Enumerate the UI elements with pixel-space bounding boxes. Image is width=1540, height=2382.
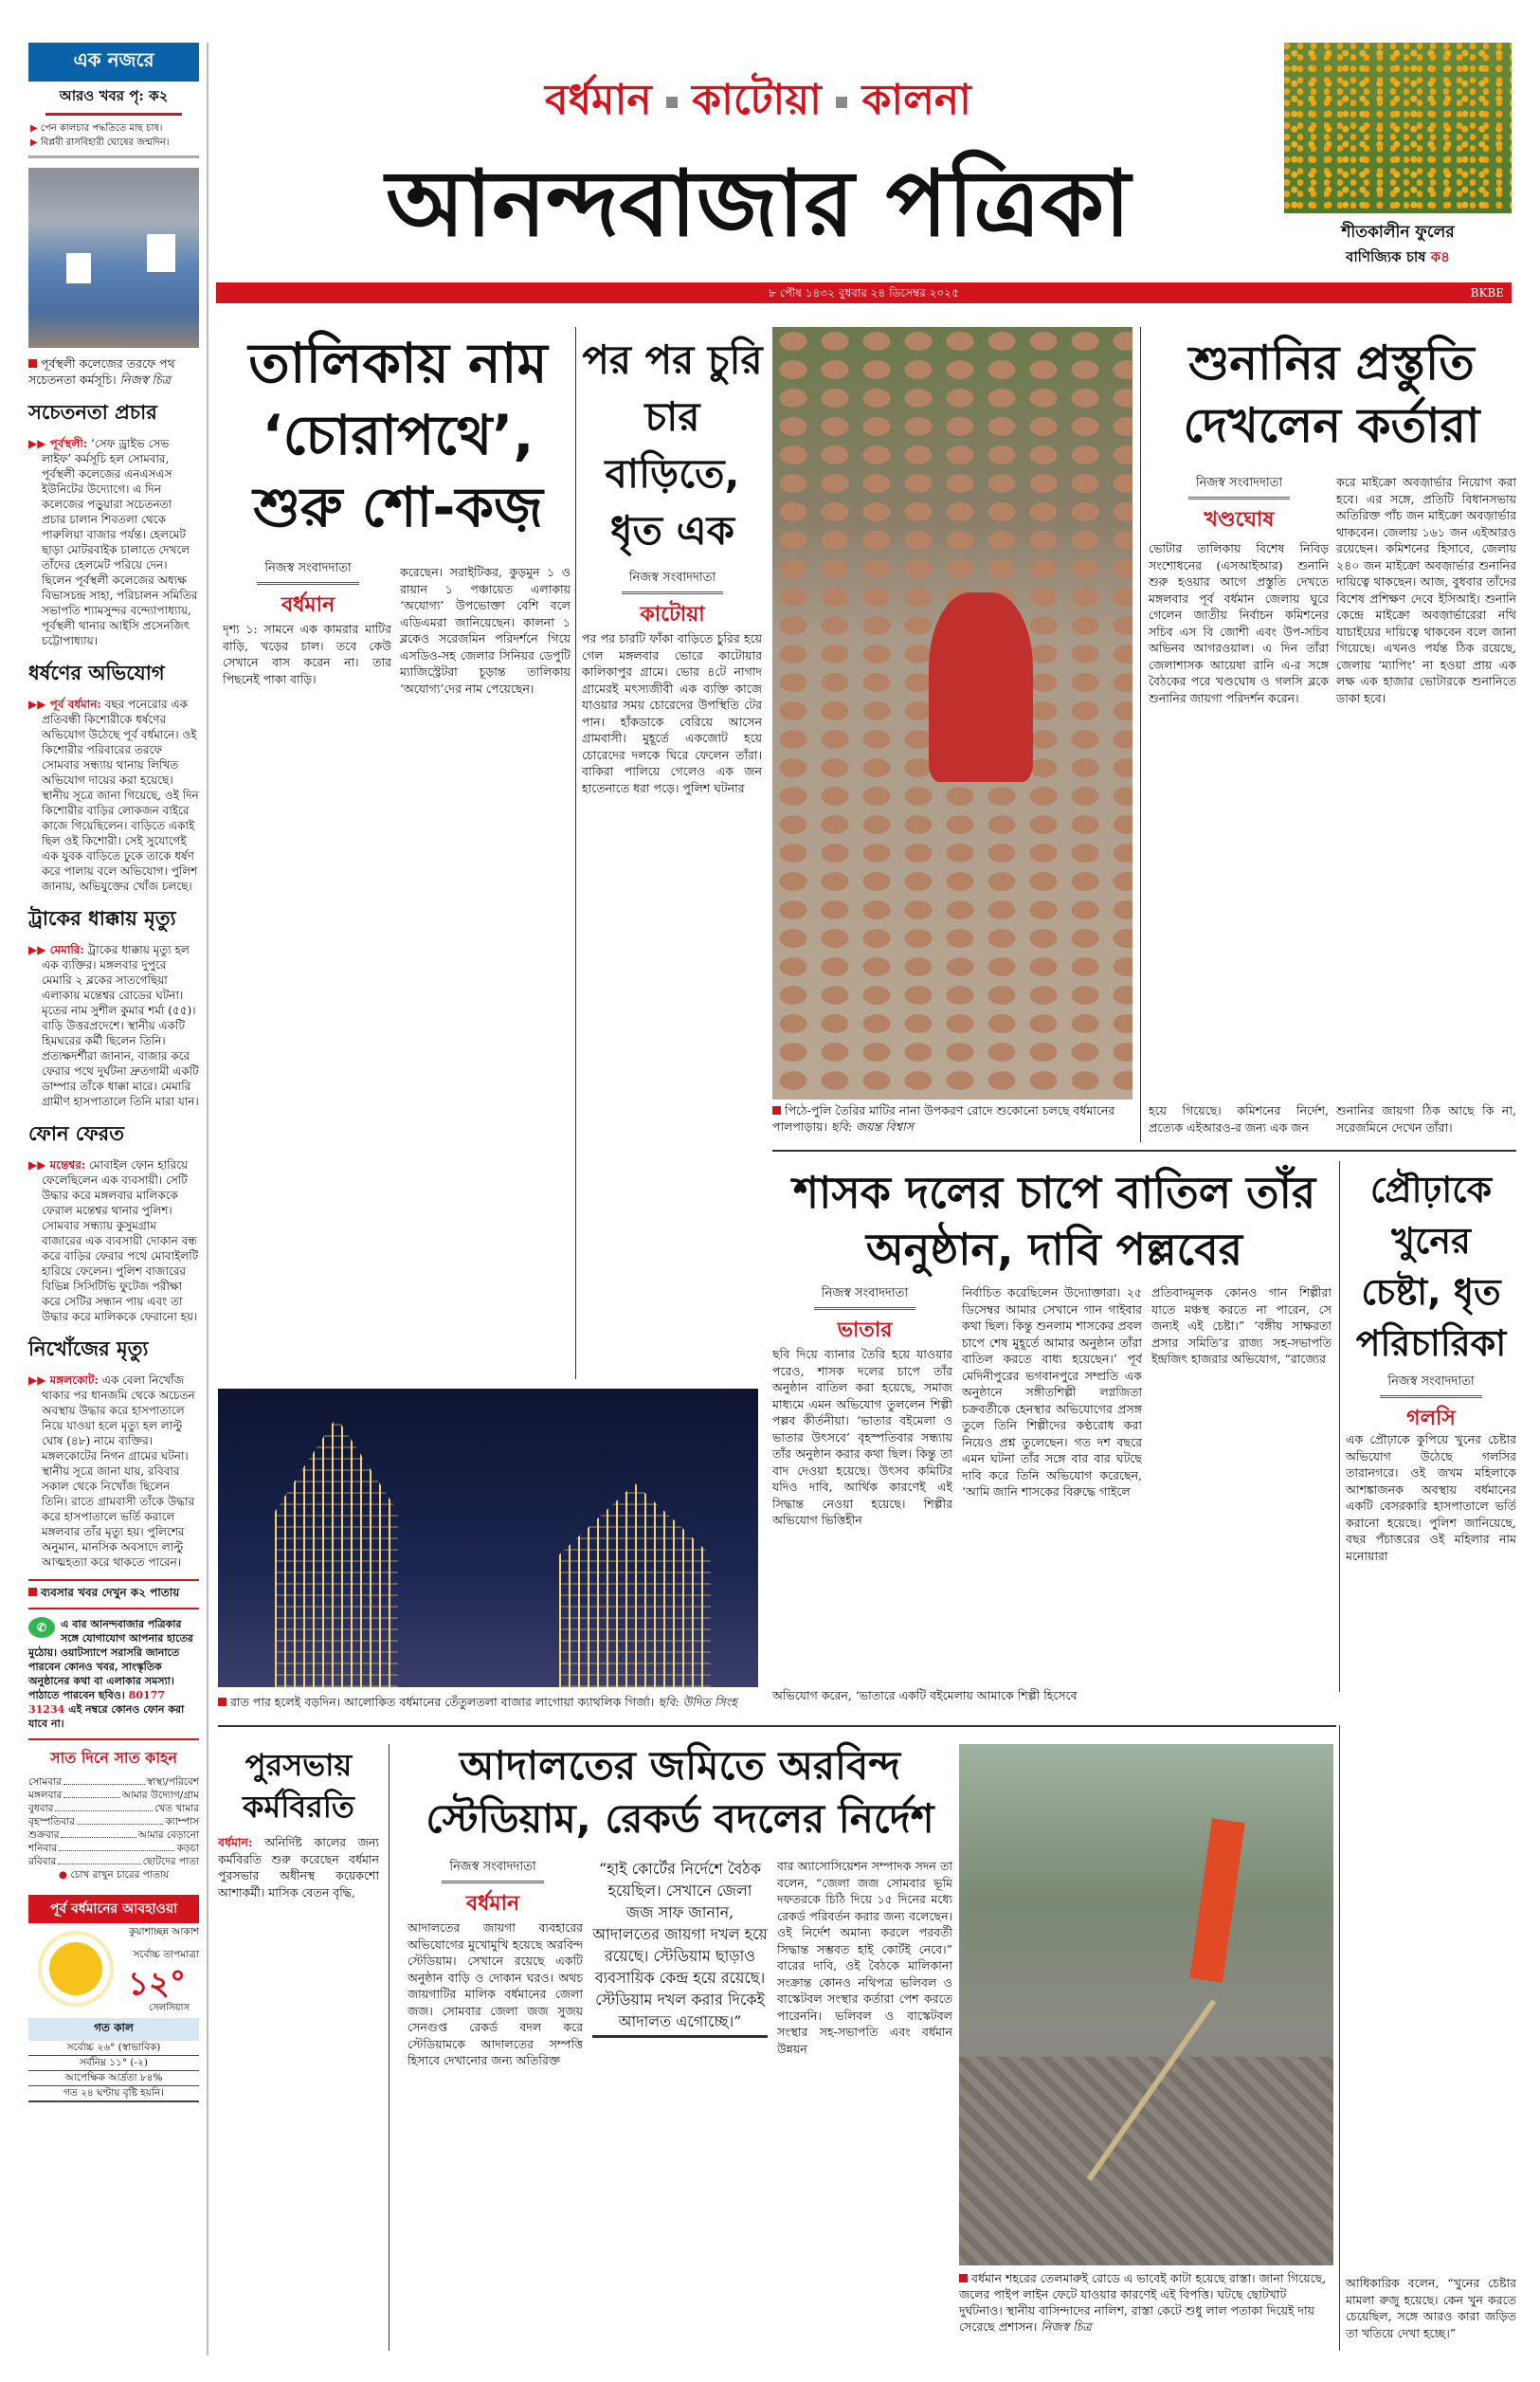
story-body: পর পর চারটি ফাঁকা বাড়িতে চুরির হয়ে গেল মঙ্গলবার ভোরে কাটোয়ার কালিকাপুর গ্রামে। ভোর ৪টে নাগাদ গ্রামেরই মৎস্যজীবী এক ব্যক্তি কাজে যাওয়ার সময় চোরেদের উপস্থিতি টের পান। হাঁকডাকে বেরিয়ে আসেন গ্রামবাসী। মুহূর্তে একজোট হয়ে চোরেদের দলকে ঘিরে ফেলেন তাঁরা। বাকিরা পালিয়ে গেলেও এক জন হাতেনাতে ধরা পড়ে। পুলিশ ঘটনার xyxy=(582,631,762,795)
story-body: এক প্রৌঢ়াকে কুপিয়ে খুনের চেষ্টার অভিযোগ উঠেছে গলসির তারানগরে। ওই জখম মহিলাকে আশঙ্কাজনক অবস্থায় বর্ধমানের একটি বেসরকারি হাসপাতালে ভর্তি করানো হয়েছে। পুলিশ জানিয়েছে, বছর পঁচাত্তরের ওই মহিলার নাম মনোয়ারা xyxy=(1346,1432,1516,1563)
pottery-photo xyxy=(772,327,1132,1100)
index-item[interactable]: ▶ বিপ্লবী রাসবিহারী ঘোষের জন্মদিন। xyxy=(30,137,170,148)
headline-strike-story: পুরসভায় কর্মবিরতি xyxy=(243,1747,354,1825)
weather-box: পূর্ব বর্ধমানের আবহাওয়া কুয়াশাচ্ছন্ন আকাশ সর্বোচ্চ তাপমাত্রা ১২° সেলসিয়াস গত কাল সর্বোচ্চ ২৬° (স্বাভাবিক) সর্বনিম্ন ১১° (-২) আপেক্ষিক আর্দ্রতা ৮৪% গত ২৪ ঘণ্টায় বৃষ্টি হয়নি। xyxy=(28,1895,199,2102)
sun-icon xyxy=(49,1942,102,1995)
story-body: বার অ্যাসোসিয়েশন সম্পাদক সদন তা বলেন, “জেলা জজ সোমবার ভূমি দফতরকে চিঠি দিয়ে ১৫ দিনের মধ্যে রেকর্ড পরিবর্তন করার জন্য বলেছেন। ওই নির্দেশ অমান্য করলে পরবর্তী সিদ্ধান্ত সম্ভবত হাই কোর্টই নেবে।” বারের দাবি, ওই বৈঠকে মালিকানা সংক্রান্ত কোনও নথিপত্র ভলিবল ও বাস্কেটবল সংস্থার কর্তারা পেশ করতে পারেননি। ভলিবল ও বাস্কেটবল সংস্থার সহ-সভাপতি এবং বর্ধমান উন্নয়ন xyxy=(777,1859,952,2056)
whatsapp-icon: ✆ xyxy=(28,1617,55,1638)
brief-item: সচেতনতা প্রচার ▶▶ পূর্বস্থলী: ‘সেফ ড্রাইভ সেভ লাইফ’ কর্মসূচি হল সোমবার, পূর্বস্থলী কলেজের এনএসএস ইউনিটের উদ্যোগে। এ দিন কলেজের পড়ুয়ারা সচেতনতা প্রচার চালান শিবতলা থেকে পারুলিয়া বাজার পর্যন্ত। হেলমেট ছাড়া মোটরবাইক চালাতে দেখলে তাঁদের হেলমেট পরিয়ে দেন। ছিলেন পূর্বস্থলী কলেজের অধ্যক্ষ বিভাসচন্দ্র সাহা, পরিচালন সমিতির সভাপতি শ্যামসুন্দর বন্দ্যোপাধ্যায়, পূর্বস্থলী থানার আইসি প্রসেনজিৎ চট্টোপাধ্যায়। xyxy=(28,401,198,647)
headline-stadium-story: আদালতের জমিতে অরবিন্দ স্টেডিয়াম, রেকর্ড বদলের নির্দেশ xyxy=(426,1742,934,1842)
promo-caption[interactable]: শীতকালীন ফুলের বাণিজ্যিক চাষ ক৪ xyxy=(1341,223,1455,265)
schedule-row: শুক্রবার আমার বেড়ানো xyxy=(28,1829,199,1841)
headline-list-story: তালিকায় নাম ‘চোরাপথে’, শুরু শো-কজ় xyxy=(248,331,548,539)
business-note: ব্যবসার খবর দেখুন ক২ পাতায় xyxy=(28,1579,199,1609)
max-temperature: ১২° xyxy=(127,1965,186,2003)
photo-caption: পিঠে-পুলি তৈরির মাটির নানা উপকরণ রোদে শুকোনো চলছে বর্ধমানের পালপাড়ায়। ছবি: জয়ন্ত বিশ্বাস xyxy=(772,1103,1115,1134)
byline: নিজস্ব সংবাদদাতা ভাতার xyxy=(772,1284,957,1349)
photo-caption: পূর্বস্থলী কলেজের তরফে পথ সচেতনতা কর্মসূচি। নিজস্ব চিত্র xyxy=(28,356,175,387)
byline: নিজস্ব সংবাদদাতা বর্ধমান xyxy=(223,559,393,624)
headline-hearing-story: শুনানির প্রস্তুতি দেখলেন কর্তারা xyxy=(1183,336,1480,453)
church-photo xyxy=(218,1389,758,1687)
story-body: অভিযোগ করেন, ‘ভাতারে একটি বইমেলায় আমাকে শিল্পী হিসেবে xyxy=(772,1688,1078,1702)
story-body: করেছেন। সরাইটিকর, কুড়মুন ১ ও রায়ান ১ পঞ্চায়েত এলাকায় ‘অযোগ্য’ উপভোক্তা বেশি বলে এডিএমরা জানিয়েছেন। কালনা ১ ব্লকেও সরেজমিন পরিদর্শনে গিয়ে এসডিও-সহ জেলার সিনিয়র ডেপুটি ম্যাজিস্ট্রেটরা চূড়ান্ত তালিকায় ‘অযোগ্য’দের নাম পেয়েছেন। xyxy=(400,565,571,696)
road-photo xyxy=(959,1744,1333,2265)
edition-towns: বর্ধমান কাটোয়া কালনা xyxy=(545,76,971,124)
whatsapp-number[interactable]: 80177 31234 xyxy=(28,1689,165,1716)
marigold-photo xyxy=(1284,43,1512,213)
story-body: প্রতিবাদমূলক কোনও গান শিল্পীরা যাতে মঞ্চস্থ করতে না পারেন, সে জন্যই এই চেষ্টা।” ‘বঙ্গীয় সাক্ষরতা প্রসার সমিতি’র রাজ্য সহ-সভাপতি ইন্দ্রজিৎ হাজরার অভিযোগ, “রাজ্যের xyxy=(1151,1285,1332,1366)
byline: নিজস্ব সংবাদদাতা গলসি xyxy=(1346,1373,1516,1437)
road-safety-photo xyxy=(28,168,199,348)
ek-nojore-banner: এক নজরে xyxy=(28,43,199,82)
byline: নিজস্ব সংবাদদাতা কাটোয়া xyxy=(580,569,765,633)
brief-item: নিখোঁজের মৃত্যু ▶▶ মঙ্গলকোট: এক বেলা নিখোঁজ থাকার পর ধানজমি থেকে অচেতন অবস্থায় উদ্ধার করে হাসপাতালে নিয়ে যাওয়া হলে মৃত্যু হল লাল্টু ঘোষ (৪৮) নামে ব্যক্তির। মঙ্গলকোটের নিগন গ্রামের ঘটনা। স্থানীয় সূত্রে জানা যায়, রবিবার সকাল থেকে নিখোঁজ ছিলেন তিনি। রাতে গ্রামবাসী তাঁকে উদ্ধার করে হাসপাতালে ভর্তি করালে মঙ্গলবার তাঁর মৃত্যু হয়। পুলিশের অনুমান, মানসিক অবসাদে লাল্টু আত্মহত্যা করে থাকতে পারেন। xyxy=(28,1337,195,1569)
schedule-row: মঙ্গলবার আমার উদ্যোগ/গ্রাম xyxy=(28,1790,199,1801)
story-body: শুনানির জায়গা ঠিক আছে কি না, সরেজমিনে দেখেন তাঁরা। xyxy=(1336,1103,1516,1135)
story-body: আধিকারিক বলেন, “খুনের চেষ্টার মামলা রুজু হয়েছে। কেন খুন করতে চেয়েছিল, সঙ্গে আরও কারা জড়িত তা খতিয়ে দেখা হচ্ছে।” xyxy=(1346,2276,1516,2340)
headline-murder-story: প্রৌঢ়াকে খুনের চেষ্টা, ধৃত পরিচারিকা xyxy=(1355,1169,1507,1364)
byline: নিজস্ব সংবাদদাতা খণ্ডঘোষ xyxy=(1147,474,1332,538)
index-item[interactable]: ▶ পেন কালচার পদ্ধতিতে মাছ চাষ। xyxy=(30,123,163,134)
story-body: নির্বাচিত করেছিলেন উদ্যোক্তারা। ২৫ ডিসেম্বর আমার সেখানে গান গাইবার কথা ছিল। কিন্তু শুনলাম শাসকের প্রবল চাপে শেষ মুহূর্তে আমার অনুষ্ঠান তাঁরা বাতিল করতে বাধ্য হয়েছেন।’ পূর্ব মেদিনীপুরের ভগবানপুরে সম্প্রতি এক অনুষ্ঠানে সঙ্গীতশিল্পী লগ্নজিতা চক্রবর্তীকে হেনস্থার অভিযোগের প্রসঙ্গ তুলে তিনি শিল্পীদের কণ্ঠরোধ করা নিয়েও প্রশ্ন তুলেছেন। গত দশ বছরে এমন ঘটনা তাঁর সঙ্গে বার বার ঘটছে দাবি করে তিনি অভিযোগ করেছেন, ‘আমি জানি শাসকের বিরুদ্ধে গাইলে xyxy=(962,1285,1142,1499)
story-body: ভোটার তালিকায় বিশেষ নিবিড় সংশোধনের (এসআইআর) শুনানি শুরু হওয়ার আগে প্রস্তুতি দেখতে মঙ্গলবার পূর্ব বর্ধমান জেলায় ঘুরে গেলেন জাতীয় নির্বাচন কমিশনের সচিব এস বি জোশী এবং উপ-সচিব অভিনব আগরওয়াল। এ দিন তাঁরা জেলাশাসক আয়েষা রানি এ-র সঙ্গে বৈঠকের পরে খণ্ডঘোষ ও গলসি ব্লকে শুনানির জায়গা পরিদর্শন করেন। xyxy=(1149,541,1329,705)
byline: নিজস্ব সংবাদদাতা বর্ধমান xyxy=(408,1858,578,1922)
brief-item: ফোন ফেরত ▶▶ মন্তেশ্বর: মোবাইল ফোন হারিয়ে ফেলেছিলেন এক ব্যবসায়ী। সেটি উদ্ধার করে মঙ্গলবার মালিককে ফেরাল মন্তেশ্বর থানার পুলিশ। সোমবার সন্ধ্যায় কুসুমগ্রাম বাজারের এক ব্যবসায়ী দোকান বন্ধ করে বাড়ির ফেরার পথে মোবাইলটি হারিয়ে ফেলেন। পুলিশ বাজারের বিভিন্ন সিসিটিভি ফুটেজ পরীক্ষা করে সেটির সন্ধান পায় এবং তা উদ্ধার করে মালিককে ফেরানো হয়। xyxy=(28,1122,199,1323)
date-bar: ৮ পৌষ ১৪৩২ বুধবার ২৪ ডিসেম্বর ২০২৫ BKBE xyxy=(216,282,1512,303)
pull-quote: “হাই কোর্টের নির্দেশে বৈঠক হয়েছিল। সেখানে জেলা জজ সাফ জানান, আদালতের জায়গা দখল হয়ে রয়েছে। স্টেডিয়াম ছাড়াও ব্যবসায়িক কেন্দ্র হয়ে রয়েছে। স্টেডিয়াম দখল করার দিকেই আদালত এগোচ্ছে।” xyxy=(592,1858,768,2038)
brief-item: ট্রাকের ধাক্কায় মৃত্যু ▶▶ মেমারি: ট্রাকের ধাক্কায় মৃত্যু হল এক ব্যক্তির। মঙ্গলবার দুপুরে মেমারি ২ ব্লকের সাতগেছিয়া এলাকায় মন্তেশ্বর রোডের ঘটনা। মৃতের নাম সুশীল কুমার শর্মা (৫৫)। বাড়ি উত্তরপ্রদেশে। স্থানীয় একটি হিমঘরের কর্মী ছিলেন তিনি। প্রত্যক্ষদর্শীরা জানান, বাজার করে ফেরার পথে দুর্ঘটনা দ্রুতগামী একটি ডাম্পার তাঁকে ধাক্কা মারে। মেমারি গ্রামীণ হাসপাতালে তিনি মারা যান। xyxy=(28,907,199,1108)
sidebar xyxy=(28,43,208,2355)
schedule-row: শনিবার কড়চা xyxy=(28,1843,199,1854)
story-body: দৃশ্য ১: সামনে এক কামরার মাটির বাড়ি, খড়ের চাল। তবে কেউ সেখানে বাস করেন না। তার পিছনেই পাকা বাড়ি। xyxy=(223,622,391,686)
story-body: আদালতের জায়গা ব্যবহারের অভিযোগের মুখোমুখি হয়েছে অরবিন্দ স্টেডিয়াম। সেখানে রয়েছে একটি অনুষ্ঠান বাড়ি ও দোকান ঘরও। অথচ জায়গাটির মালিক বর্ধমানের জেলা জজ। সোমবার জেলা জজ সুজয় সেনগুপ্ত রেকর্ড বদল করে স্টেডিয়ামকে আদালতের সম্পত্তি হিসাবে দেখানোর জন্য অতিরিক্ত xyxy=(408,1920,583,2067)
schedule-row: বুধবার খেত খামার xyxy=(28,1803,199,1814)
schedule-row: বৃহস্পতিবার ক্যাম্পাস xyxy=(28,1816,199,1827)
schedule-row: রবিবার ছোটদের পাতা xyxy=(28,1856,199,1867)
story-body: হয়ে গিয়েছে। কমিশনের নির্দেশ, প্রত্যেক এইআরও-র জন্য এক জন xyxy=(1149,1103,1329,1135)
more-news-link[interactable]: আরও খবর পৃ: ক২ xyxy=(45,82,182,116)
photo-caption: বর্ধমান শহরের তেলমারুই রোডে এ ভাবেই কাটা হয়েছে রাস্তা। জানা গিয়েছে, জলের পাইপ লাইন ফেটে যাওয়ার কারণেই এই বিপত্তি। ঘটছে ছোটখাট দুর্ঘটনাও। স্থানীয় বাসিন্দাদের নালিশ, রাস্তা কেটে শুধু লাল পতাকা দিয়েই দায় সেরেছে প্রশাসন। নিজস্ব চিত্র xyxy=(959,2271,1327,2334)
newspaper-title: আনন্দবাজার পত্রিকা xyxy=(386,150,1131,257)
headline-singer-story: শাসক দলের চাপে বাতিল তাঁর অনুষ্ঠান, দাবি পল্লবের xyxy=(792,1167,1316,1275)
schedule-row: সোমবার স্বাস্থ্য/পরিবেশ xyxy=(28,1776,199,1788)
photo-caption: রাত পার হলেই বড়দিন। আলোকিত বর্ধমানের তেঁতুলতলা বাজার লাগোয়া ক্যাথলিক গির্জা। ছবি: উদিত সিংহ xyxy=(218,1694,768,1710)
brief-item: ধর্ষণের অভিযোগ ▶▶ পূর্ব বর্ধমান: বছর পনেরোর এক প্রতিবন্ধী কিশোরীকে ধর্ষণের অভিযোগ উঠেছে পূর্ব বর্ধমানে। ওই কিশোরীর পরিবারের তরফে সোমবার সন্ধ্যায় থানায় লিখিত অভিযোগ দায়ের করা হয়েছে। স্থানীয় সূত্রে জানা গিয়েছে, ওই দিন কিশোরীর বাড়ির লোকজন বাইরে কাজে গিয়েছিলেন। বাড়িতে একাই ছিল ওই কিশোরী। সেই সুযোগেই এক যুবক বাড়িতে ঢুকে তাকে ধর্ষণ করে পালায় বলে অভিযোগ। পুলিশ জানায়, অভিযুক্তের খোঁজ চলছে। xyxy=(28,662,199,893)
story-body: ছবি দিয়ে ব্যানার তৈরি হয়ে যাওয়ার পরেও, শাসক দলের চাপে তাঁর অনুষ্ঠান বাতিল করা হয়েছে, সমাজ মাধ্যমে এমন অভিযোগ তুললেন শিল্পী পল্লব কীর্তনীয়া। ‘ভাতার বইমেলা ও ভাতার উৎসবে’ বৃহস্পতিবার সন্ধ্যায় তাঁর অনুষ্ঠান করার কথা ছিল। কিন্তু তা বাদ দেওয়া হয়েছে। উৎসব কমিটির যদিও দাবি, আর্থিক কারণেই এই সিদ্ধান্ত নেওয়া হয়েছে। শিল্পীর অভিযোগ ভিত্তিহীন xyxy=(772,1347,952,1527)
whatsapp-box: ✆ এ বার আনন্দবাজার পত্রিকার সঙ্গে যোগাযোগ আপনার হাতের মুঠোয়। ওয়াটস্যাপে সরাসরি জানাতে পারবেন কোনও খবর, সাংস্কৃতিক অনুষ্ঠানের কথা বা এলাকার সমস্যা। পাঠাতে পারবেন ছবিও। 80177 31234 এই নম্বরে কোনও ফোন করা যাবে না। xyxy=(28,1609,199,1740)
headline-theft-story: পর পর চুরি চার বাড়িতে, ধৃত এক xyxy=(582,336,763,554)
seven-days-box: সাত দিনে সাত কাহন সোমবার স্বাস্থ্য/পরিবেশ মঙ্গলবার আমার উদ্যোগ/গ্রাম বুধবার খেত খামার বৃহস্পতিবার ক্যাম্পাস শুক্রবার আমার বেড়ানো শনিবার কড়চা রবিবার ছোটদের পাতা ● চোখ রাখুন চারের পাতায় xyxy=(28,1749,199,1881)
story-body: করে মাইক্রো অবজ়ার্ভার নিয়োগ করা হবে। এর সঙ্গে, প্রতিটি বিধানসভায় অতিরিক্ত পাঁচ জন মাইক্রো অবজ়ার্ভার থাকবেন। জেলায় ১৬১ জন এইআরও রয়েছেন। কমিশনের হিসাবে, জেলায় ২৪০ জন মাইক্রো অবজ়ার্ভার শুনানির দায়িত্বে থাকছেন। আজ, বুধবার তাঁদের বিশেষ প্রশিক্ষণ দেবে ইসিআই। শুনানি কেন্দ্রে মাইক্রো অবজ়ার্ভারেরা নথি যাচাইয়ের দায়িত্বে থাকবেন বলে জানা গিয়েছে। এখনও পর্যন্ত ঠিক রয়েছে, জেলায় ‘ম্যাপিং’ না হওয়া প্রায় এক লক্ষ এক হাজার ভোটারকে শুনানিতে ডাকা হবে। xyxy=(1336,475,1516,705)
story-body: বর্ধমান: অনির্দিষ্ট কালের জন্য কর্মবিরতি শুরু করেছেন বর্ধমান পুরসভার অধীনস্থ কয়েকশো আশাকর্মী। মাসিক বেতন বৃদ্ধি, xyxy=(218,1835,379,1900)
